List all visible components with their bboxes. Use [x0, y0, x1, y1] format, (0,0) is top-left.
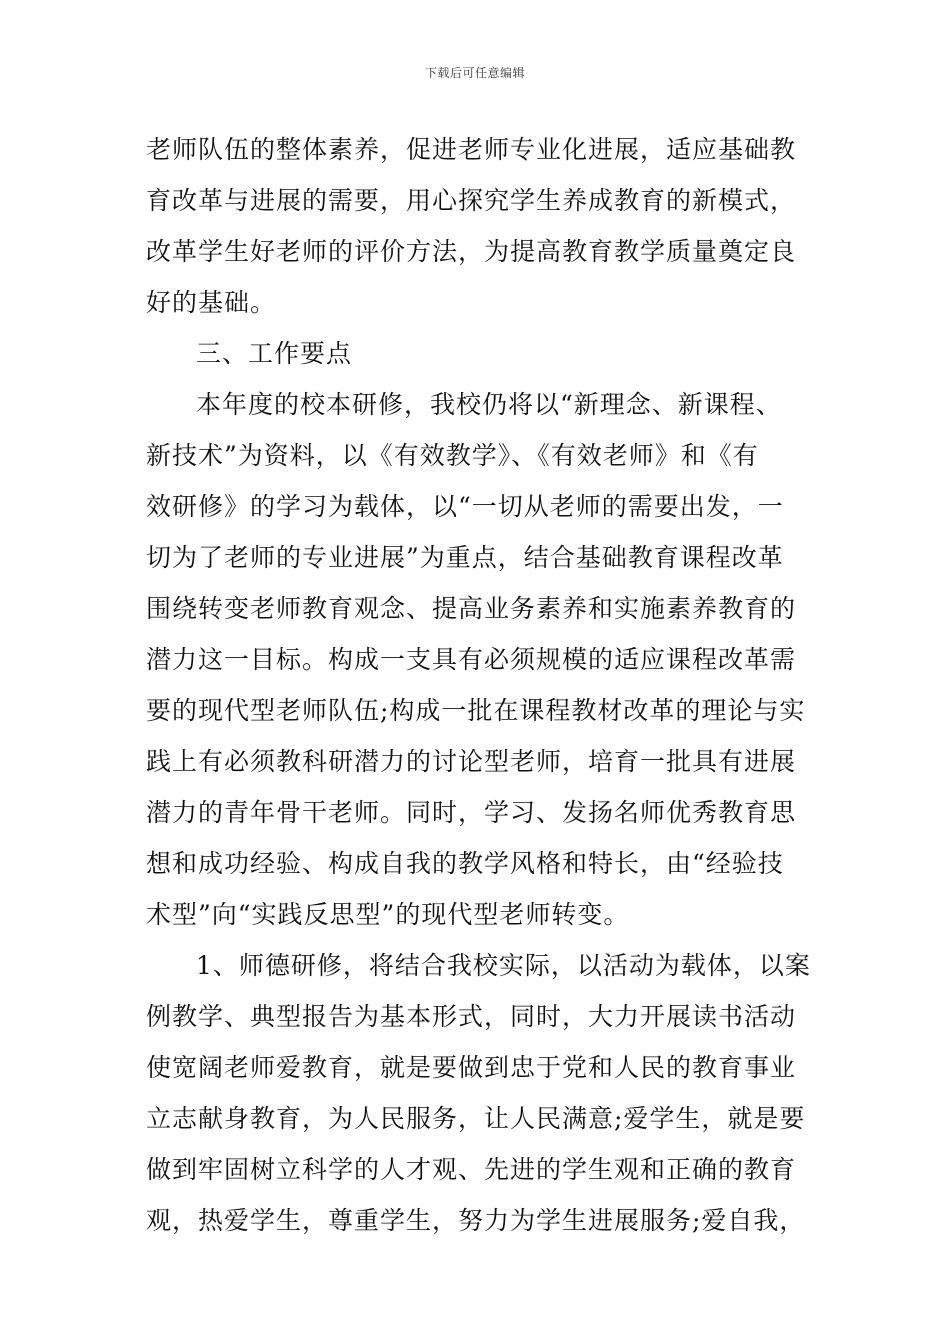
page-header: 下载后可任意编辑 [424, 66, 525, 80]
text-line: 围绕转变老师教育观念、提高业务素养和实施素养教育的 [146, 594, 797, 623]
text-line: 1、师德研修，将结合我校实际，以活动为载体，以案 [196, 951, 811, 980]
section-heading: 三、工作要点 [196, 339, 353, 368]
text-line: 想和成功经验、构成自我的教学风格和特长，由“经验技 [146, 849, 784, 878]
text-line: 改革学生好老师的评价方法，为提高教育教学质量奠定良 [146, 237, 797, 266]
text-line: 例教学、典型报告为基本形式，同时，大力开展读书活动 [146, 1002, 797, 1031]
text-line: 使宽阔老师爱教育，就是要做到忠于党和人民的教育事业 [146, 1053, 797, 1082]
text-line: 立志献身教育，为人民服务，让人民满意;爱学生，就是要 [146, 1104, 806, 1133]
text-line: 好的基础。 [146, 288, 277, 317]
text-line: 观，热爱学生，尊重学生，努力为学生进展服务;爱自我， [146, 1206, 806, 1235]
text-line: 要的现代型老师队伍;构成一批在课程教材改革的理论与实 [146, 696, 806, 725]
text-line: 践上有必须教科研潜力的讨论型老师，培育一批具有进展 [146, 747, 797, 776]
text-line: 潜力的青年骨干老师。同时，学习、发扬名师优秀教育思 [146, 798, 797, 827]
text-line: 切为了老师的专业进展”为重点，结合基础教育课程改革 [146, 543, 784, 572]
text-line: 老师队伍的整体素养，促进老师专业化进展，适应基础教 [146, 135, 797, 164]
text-line: 本年度的校本研修，我校仍将以“新理念、新课程、 [196, 390, 782, 419]
text-line: 做到牢固树立科学的人才观、先进的学生观和正确的教育 [146, 1155, 797, 1184]
text-line: 术型”向“实践反思型”的现代型老师转变。 [146, 900, 630, 929]
text-line: 效研修》的学习为载体，以“一切从老师的需要出发，一 [146, 492, 784, 521]
text-line: 新技术”为资料，以《有效教学》、《有效老师》和《有 [146, 441, 759, 470]
text-line: 潜力这一目标。构成一支具有必须规模的适应课程改革需 [146, 645, 797, 674]
text-line: 育改革与进展的需要，用心探究学生养成教育的新模式， [146, 186, 797, 215]
